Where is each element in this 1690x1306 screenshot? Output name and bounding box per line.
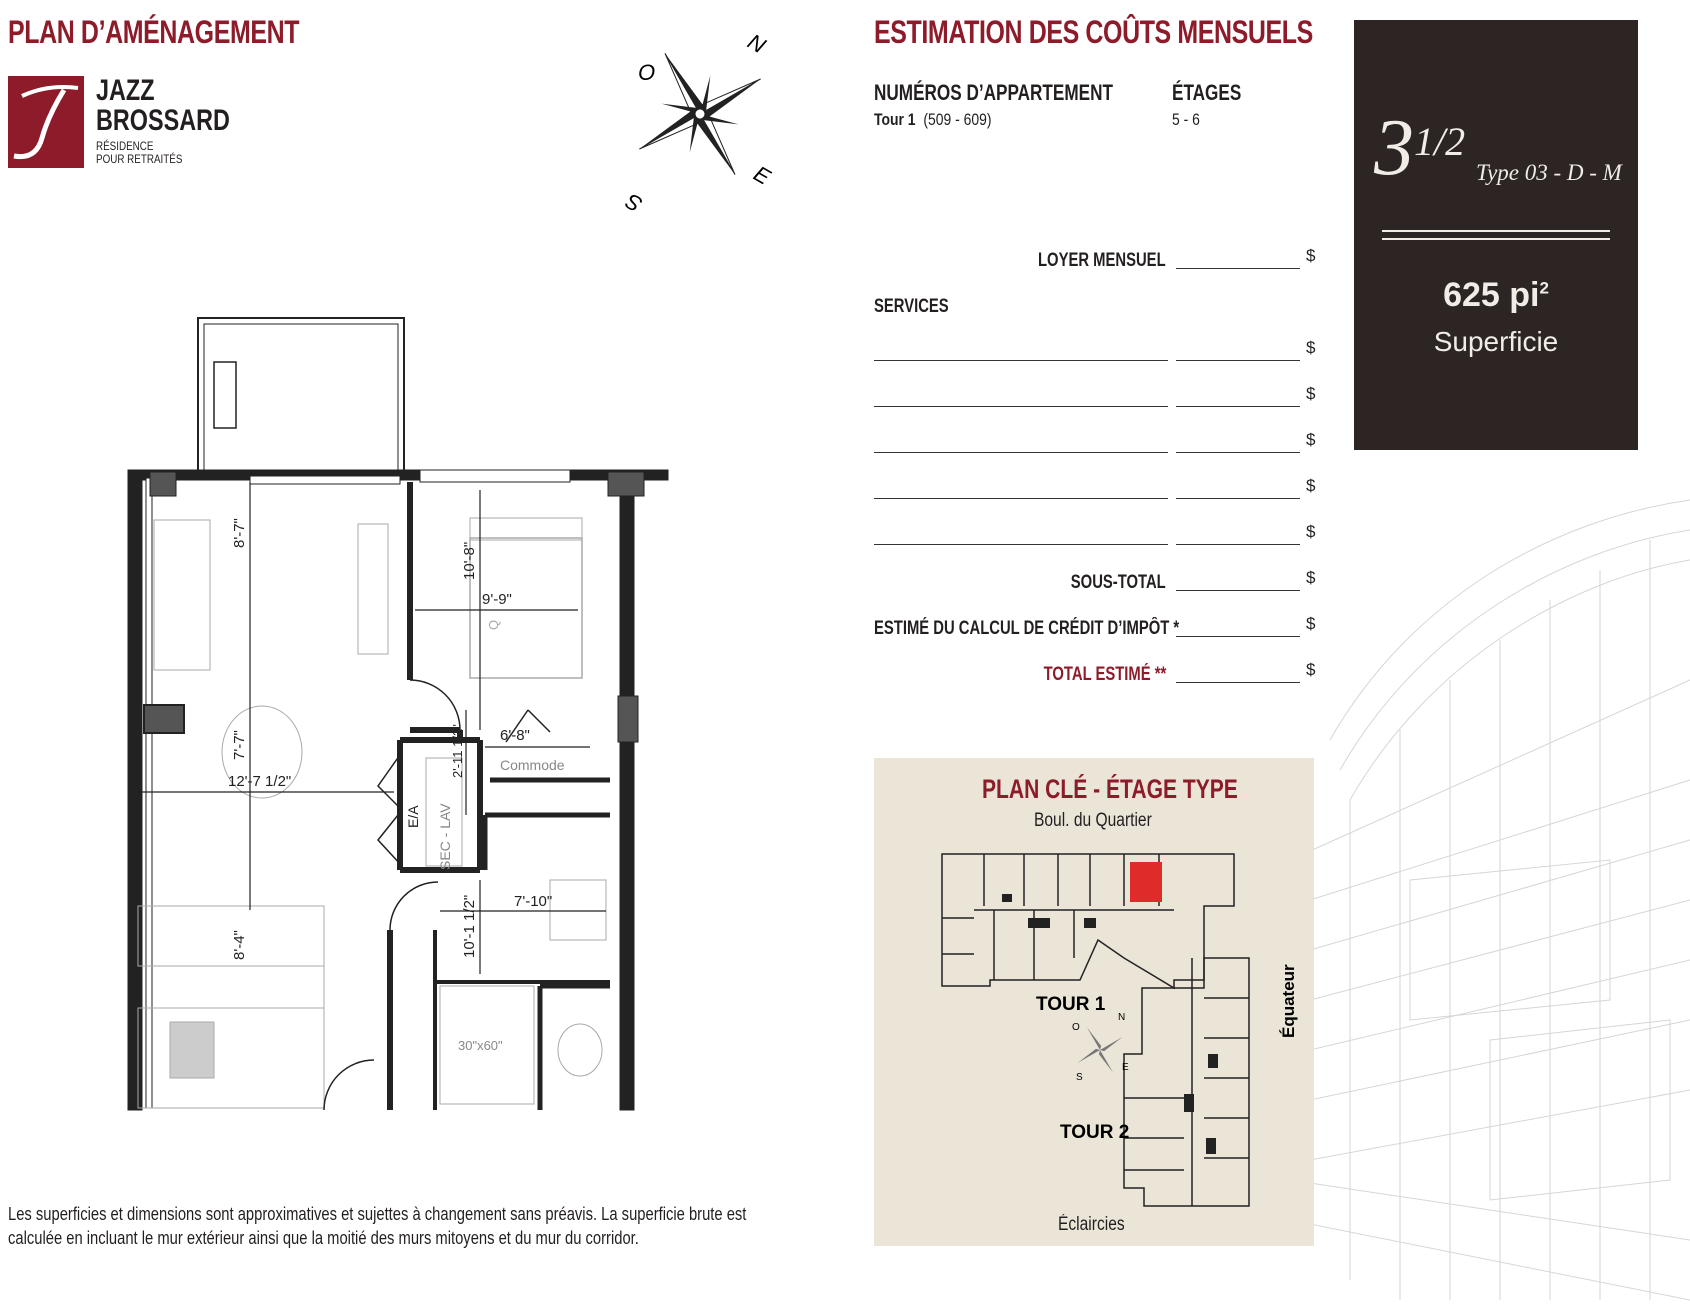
logo-line-brossard: BROSSARD	[96, 104, 230, 137]
dim-closet-height: 2'-11 1/2"	[450, 724, 465, 778]
service-currency-5: $	[1306, 522, 1316, 541]
key-compass-n: N	[1118, 1012, 1126, 1023]
bed	[470, 538, 582, 678]
floors-header: ÉTAGES	[1172, 80, 1242, 105]
dim-closet-width: 6'-8"	[500, 727, 530, 744]
total-currency: $	[1306, 660, 1316, 679]
street-right: Équateur	[1279, 964, 1298, 1038]
credit-currency: $	[1306, 614, 1316, 633]
tour2-label: TOUR 2	[1060, 1122, 1130, 1143]
label-shower: 30"x60"	[458, 1038, 503, 1053]
area-sup: 2	[1539, 278, 1549, 298]
jazz-brossard-logo	[8, 76, 84, 168]
cost-estimate-title: ESTIMATION DES COÛTS MENSUELS	[874, 14, 1313, 50]
compass-s: S	[621, 188, 647, 218]
disclaimer-line-1: Les superficies et dimensions sont approximatives et sujettes à changement sans préavis. La superficie brute est	[8, 1204, 747, 1224]
unit-type-card	[1354, 20, 1638, 450]
apt-numbers-value	[874, 110, 992, 130]
service-name-field-4[interactable]	[874, 498, 1168, 499]
unit-size-fraction: 1/2	[1414, 119, 1466, 164]
total-label: TOTAL ESTIMÉ **	[1043, 664, 1166, 685]
dim-kitchen-height: 8'-4"	[231, 930, 248, 960]
balcony	[198, 318, 404, 476]
key-plan-title: PLAN CLÉ - ÉTAGE TYPE	[982, 774, 1238, 804]
loyer-field[interactable]	[1176, 268, 1300, 269]
card-divider-1	[1382, 230, 1610, 232]
loyer-label: LOYER MENSUEL	[1038, 250, 1166, 271]
label-ea: E/A	[405, 805, 421, 828]
unit-size-3: 3	[1374, 104, 1414, 192]
service-currency-4: $	[1306, 476, 1316, 495]
service-currency-1: $	[1306, 338, 1316, 357]
sofa	[154, 520, 210, 670]
area-value: 625 $pi^2$	[1443, 276, 1549, 314]
dim-bath-height: 10'-1 1/2"	[461, 894, 478, 958]
dim-bedroom-height: 10'-8"	[461, 541, 478, 580]
service-name-field-5[interactable]	[874, 544, 1168, 545]
compass-rose-icon	[621, 18, 780, 218]
service-amount-field-1[interactable]	[1176, 360, 1300, 361]
subtotal-currency: $	[1306, 568, 1316, 587]
service-name-field-2[interactable]	[874, 406, 1168, 407]
label-sec-lav: SEC - LAV	[437, 803, 453, 870]
dim-bath-width: 7'-10"	[514, 893, 553, 910]
label-commode: Commode	[500, 757, 565, 773]
logo-line-retraites: POUR RETRAITÉS	[96, 152, 183, 166]
floors-value: 5 - 6	[1172, 110, 1200, 129]
floor-plan	[110, 310, 670, 1110]
architectural-sketch	[1290, 480, 1690, 1306]
key-plan-panel	[874, 758, 1314, 1246]
area-label: Superficie	[1433, 326, 1559, 357]
key-compass-s: S	[1076, 1072, 1083, 1083]
floorplan-title: PLAN D’AMÉNAGEMENT	[8, 14, 300, 50]
dim-living-height: 8'-7"	[231, 518, 248, 548]
credit-field[interactable]	[1176, 636, 1300, 637]
logo-line-jazz: JAZZ	[96, 74, 155, 107]
services-label: SERVICES	[874, 296, 949, 317]
loyer-currency: $	[1306, 246, 1316, 265]
subtotal-field[interactable]	[1176, 590, 1300, 591]
card-divider-2	[1382, 238, 1610, 240]
subtotal-label: SOUS-TOTAL	[1071, 572, 1166, 593]
label-bed: Q	[486, 619, 501, 630]
logo-j-icon	[8, 76, 84, 168]
balcony-chair	[214, 362, 236, 428]
dim-bedroom-width: 9'-9"	[482, 591, 512, 608]
apt-numbers-header: NUMÉROS D’APPARTEMENT	[874, 80, 1113, 105]
compass-o: O	[638, 60, 656, 85]
street-top: Boul. du Quartier	[1034, 810, 1152, 831]
compass-n: N	[743, 28, 770, 59]
disclaimer-line-2: calculée en incluant le mur extérieur ainsi que la moitié des murs mitoyens et du mur du corridor.	[8, 1228, 639, 1248]
logo-wordmark	[96, 76, 268, 166]
total-field[interactable]	[1176, 682, 1300, 683]
unit-type: Type 03 - D - M	[1476, 160, 1622, 185]
credit-label: ESTIMÉ DU CALCUL DE CRÉDIT D’IMPÔT *	[874, 618, 1180, 639]
unit-highlight	[1130, 862, 1162, 902]
street-bottom: Éclaircies	[1058, 1214, 1125, 1235]
apt-range: (509 - 609)	[923, 110, 992, 129]
key-plan-map	[874, 758, 1314, 1246]
service-currency-3: $	[1306, 430, 1316, 449]
service-amount-field-4[interactable]	[1176, 498, 1300, 499]
service-amount-field-2[interactable]	[1176, 406, 1300, 407]
logo-line-residence: RÉSIDENCE	[96, 139, 154, 153]
apt-tour: Tour 1	[874, 110, 916, 129]
service-amount-field-5[interactable]	[1176, 544, 1300, 545]
service-currency-2: $	[1306, 384, 1316, 403]
key-compass-e: E	[1122, 1062, 1129, 1073]
dim-dining-height: 7'-7"	[231, 730, 248, 760]
service-name-field-1[interactable]	[874, 360, 1168, 361]
key-compass-o: O	[1072, 1022, 1080, 1033]
dim-living-width: 12'-7 1/2"	[228, 773, 292, 790]
service-amount-field-3[interactable]	[1176, 452, 1300, 453]
compass-e: E	[749, 160, 775, 190]
service-name-field-3[interactable]	[874, 452, 1168, 453]
tour1-label: TOUR 1	[1036, 994, 1106, 1015]
